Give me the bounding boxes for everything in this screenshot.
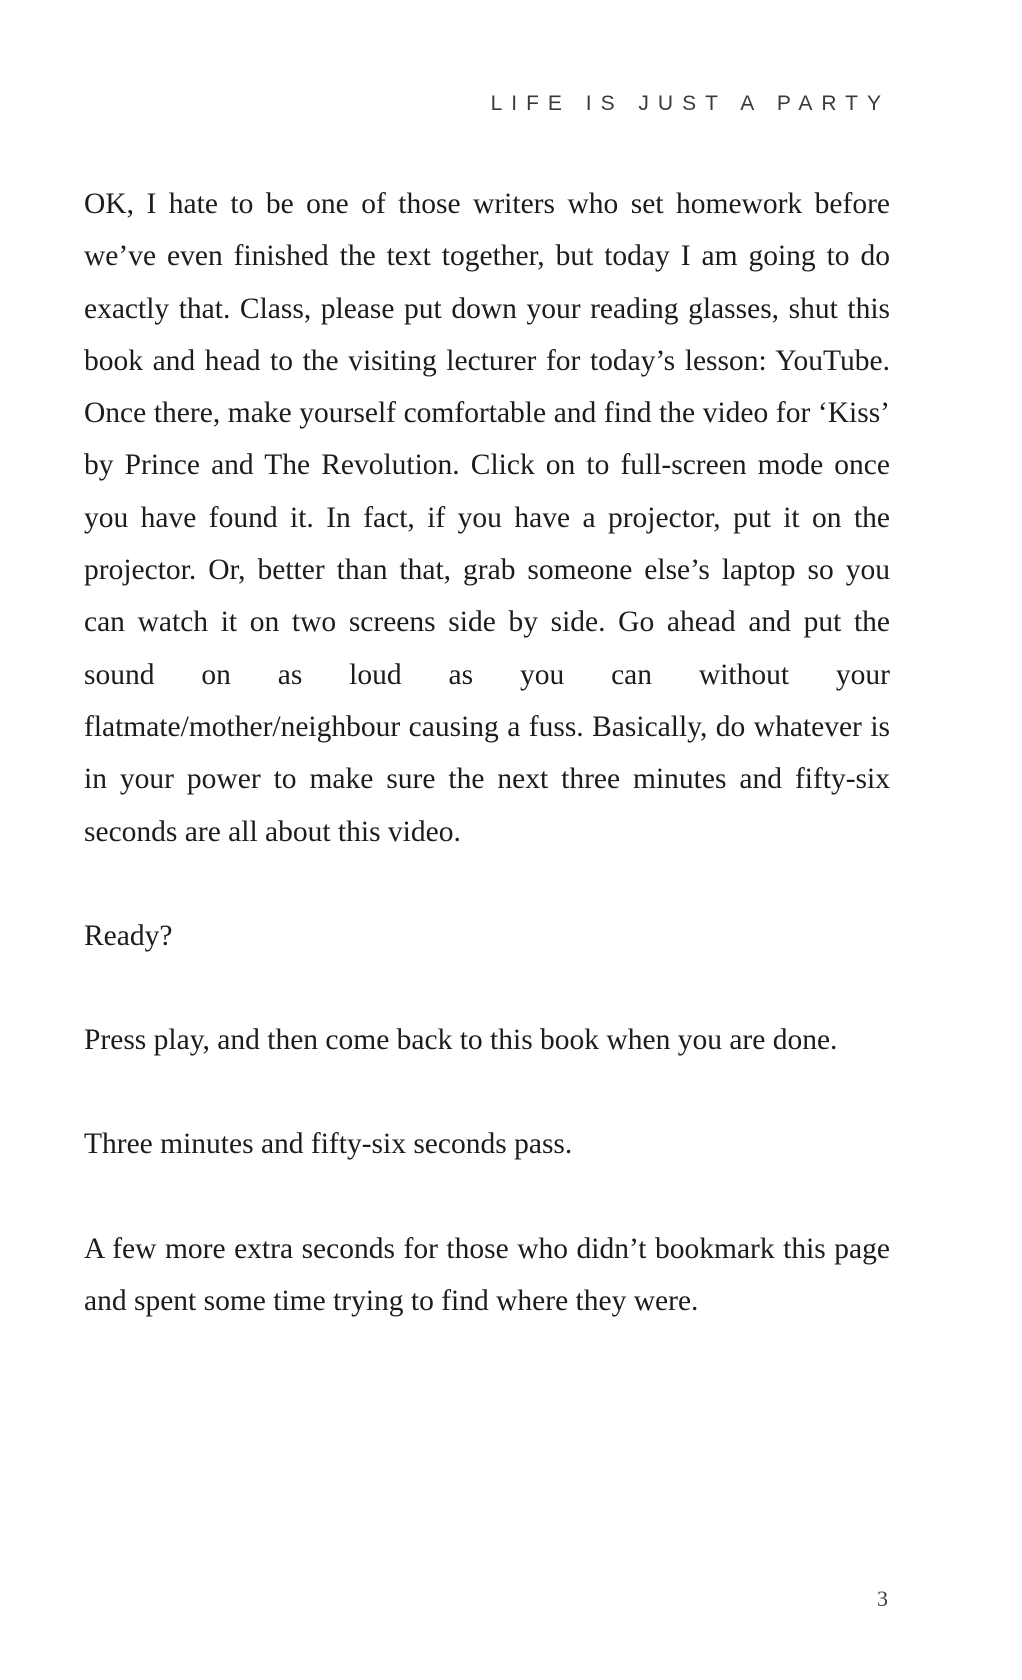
paragraph-time-passes: Three minutes and fifty-six seconds pass. bbox=[84, 1128, 573, 1161]
page-body bbox=[84, 178, 890, 1327]
paragraph-extra-seconds: A few more extra seconds for those who didn’t bookmark this page and spent some time trying to find where they were. bbox=[84, 1232, 890, 1318]
paragraph-ready: Ready? bbox=[84, 919, 173, 952]
paragraph-homework: OK, I hate to be one of those writers who set homework before we’ve even finished the text together, but today I am going to do exactly that. Class, please put down your reading glasses, shut this book and head to the visiting lecturer for today’s lesson: YouTube. Once there, make yourself comfortable and find the video for ‘Kiss’ by Prince and The Revolution. Click on to full-screen mode once you have found it. In fact, if you have a projector, put it on the projector. Or, better than that, grab someone else’s laptop so you can watch it on two screens side by side. Go ahead and put the sound on as loud as you can without your flatmate/mother/neighbour causing a fuss. Basically, do whatever is in your power to make sure the next three minutes and fifty-six seconds are all about this video. bbox=[84, 188, 890, 848]
running-header: LIFE IS JUST A PARTY bbox=[490, 92, 890, 115]
page-number: 3 bbox=[877, 1586, 888, 1611]
paragraph-press-play: Press play, and then come back to this book when you are done. bbox=[84, 1024, 838, 1057]
